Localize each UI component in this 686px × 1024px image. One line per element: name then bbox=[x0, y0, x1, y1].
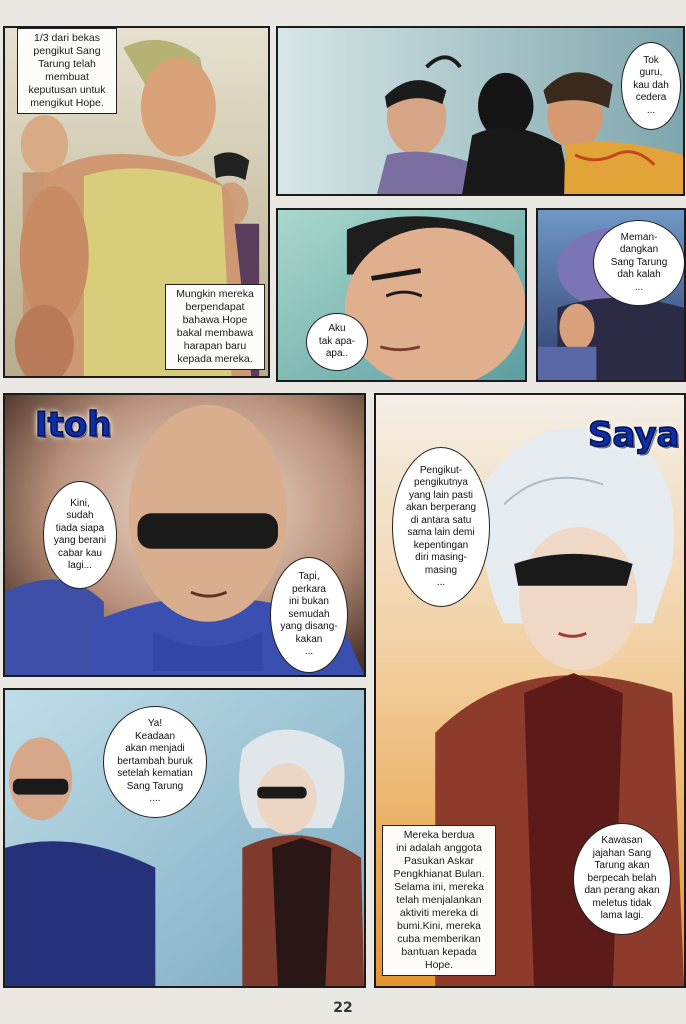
narration-caption-bottom: Mungkin mereka berpendapat bahawa Hope bakal membawa harapan baru kepada mereka. bbox=[165, 284, 265, 370]
panel-4 bbox=[536, 208, 686, 382]
speech-bubble-tok-guru: Tok guru, kau dah cedera ... bbox=[621, 42, 681, 130]
panel-1 bbox=[3, 26, 270, 378]
panel-2-art bbox=[278, 28, 683, 194]
narration-caption-pasukan: Mereka berdua ini adalah anggota Pasukan Askar Pengkhianat Bulan. Selama ini, mereka telah menjalankan aktiviti mereka di bumi.Kini, mereka cuba memberikan bantuan kepada Hope. bbox=[382, 825, 496, 976]
panel-2 bbox=[276, 26, 685, 196]
speech-bubble-memandangkan: Meman- dangkan Sang Tarung dah kalah ... bbox=[593, 220, 685, 306]
speech-bubble-kawasan: Kawasan jajahan Sang Tarung akan berpecah belah dan perang akan meletus tidak lama lagi. bbox=[573, 823, 671, 935]
speech-bubble-tapi-perkara: Tapi, perkara ini bukan semudah yang disang- kakan ... bbox=[270, 557, 348, 673]
character-name-tag-itoh: Itoh bbox=[35, 405, 112, 445]
narration-caption-top: 1/3 dari bekas pengikut Sang Tarung telah membuat keputusan untuk mengikut Hope. bbox=[17, 28, 117, 114]
panel-3 bbox=[276, 208, 527, 382]
speech-bubble-kini-sudah: Kini, sudah tiada siapa yang berani cabar kau lagi... bbox=[43, 481, 117, 589]
panel-7 bbox=[3, 688, 366, 988]
speech-bubble-pengikut: Pengikut- pengikutnya yang lain pasti akan berperang di antara satu sama lain demi kepentingan diri masing- masing ... bbox=[392, 447, 490, 607]
speech-bubble-ya-keadaan: Ya! Keadaan akan menjadi bertambah buruk setelah kematian Sang Tarung .... bbox=[103, 706, 207, 818]
speech-bubble-aku-tak-apa: Aku tak apa- apa.. bbox=[306, 313, 368, 371]
character-name-tag-saya: Saya bbox=[588, 415, 680, 455]
panel-5 bbox=[3, 393, 366, 677]
page-number: 22 bbox=[333, 1000, 353, 1016]
panel-6 bbox=[374, 393, 686, 988]
